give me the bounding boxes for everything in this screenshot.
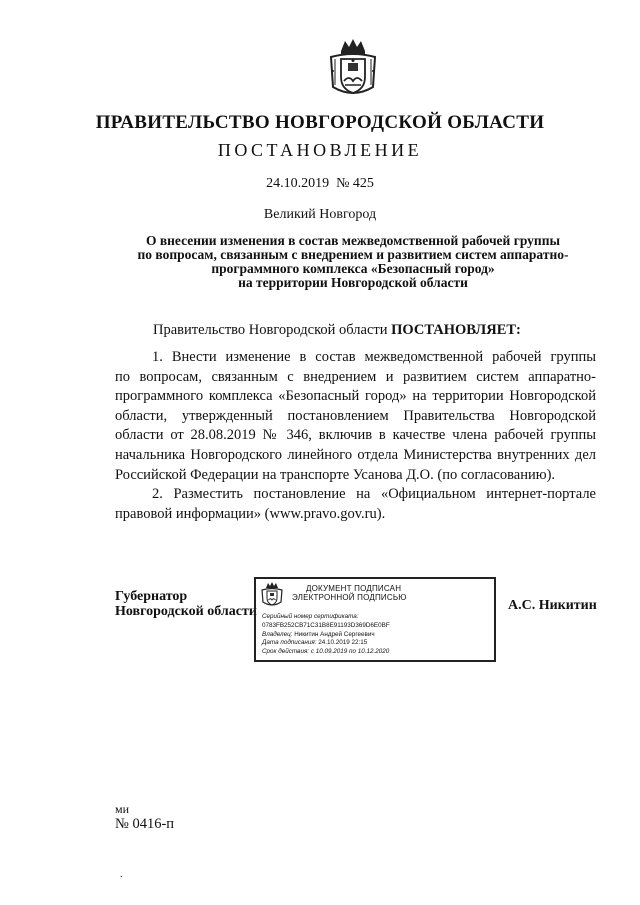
owner-value: Никитин Андрей Сергеевич [294, 630, 375, 638]
document-number: 425 [352, 176, 374, 191]
executor-initials: ми [115, 802, 130, 816]
registration-number: № 0416-п [115, 816, 175, 832]
position-line: Новгородской области [115, 604, 257, 619]
validity-label: Срок действия: [262, 648, 310, 656]
paragraph-1-line: начальника Новгородского линейного отдела Министерства внутренних дел [115, 446, 596, 463]
signer-name: А.С. Никитин [508, 598, 597, 613]
owner-label: Владелец: [262, 630, 293, 638]
number-sign: № [336, 176, 350, 191]
document-date: 24.10.2019 [266, 176, 330, 191]
resolution-intro [153, 322, 521, 339]
validity-row [262, 648, 390, 657]
subject-line: на территории Новгородской области [238, 275, 468, 290]
coat-of-arms-icon [327, 37, 379, 101]
stamp-crest-icon [260, 582, 284, 608]
paragraph-1-line: области, утвержденный постановлением Правительства Новгородской [115, 407, 596, 424]
serial-label: Серийный номер сертификата: [262, 613, 359, 620]
stamp-details [262, 613, 390, 657]
document-type: ПОСТАНОВЛЕНИЕ [217, 140, 423, 160]
resolution-body [115, 348, 596, 524]
subject-line: по вопросам, связанным с внедрением и развитием систем аппаратно- [137, 247, 569, 262]
paragraph-1-line: области от 28.08.2019 № 346, включив в качестве члена рабочей группы [115, 427, 596, 444]
subject-line: программного комплекса «Безопасный город» [211, 261, 495, 276]
stamp-heading-line: ДОКУМЕНТ ПОДПИСАН [306, 584, 402, 593]
paragraph-1-line: по вопросам, связанным с внедрением и развитием систем аппаратно- [115, 368, 596, 385]
signed-row [262, 639, 390, 648]
intro-text: Правительство Новгородской области [153, 322, 388, 338]
intro-keyword: ПОСТАНОВЛЯЕТ: [391, 322, 521, 338]
city: Великий Новгород [263, 207, 377, 222]
paragraph-1-line: программного комплекса «Безопасный город» на территории Новгородской [115, 388, 596, 405]
paragraph-1-line: 1. Внести изменение в состав межведомственной рабочей группы [152, 349, 596, 365]
validity-value: с 10.09.2019 по 10.12.2020 [310, 648, 390, 656]
paragraph-1-line: Российской Федерации на транспорте Усанова Д.О. (по согласованию). [115, 466, 556, 483]
subject-heading [110, 234, 596, 290]
paragraph-2-line: правовой информации» (www.pravo.gov.ru). [115, 505, 386, 522]
page-mark: . [120, 869, 123, 880]
date-number-line [0, 176, 640, 192]
stamp-heading-line: ЭЛЕКТРОННОЙ ПОДПИСЬЮ [292, 593, 407, 602]
paragraph-2-line: 2. Разместить постановление на «Официальном интернет-портале [152, 486, 596, 503]
signed-label: Дата подписания: [262, 639, 317, 647]
signed-value: 24.10.2019 22:15 [318, 639, 368, 647]
subject-line: О внесении изменения в состав межведомственной рабочей группы [145, 233, 561, 248]
serial-value: 0783FB252CB71C31B8E91193D369D6E0BF [262, 621, 390, 629]
signatory-position [115, 589, 257, 619]
government-title: ПРАВИТЕЛЬСТВО НОВГОРОДСКОЙ ОБЛАСТИ [95, 112, 545, 133]
electronic-signature-stamp [254, 577, 496, 662]
stamp-heading [292, 584, 407, 602]
position-line: Губернатор [115, 589, 188, 604]
